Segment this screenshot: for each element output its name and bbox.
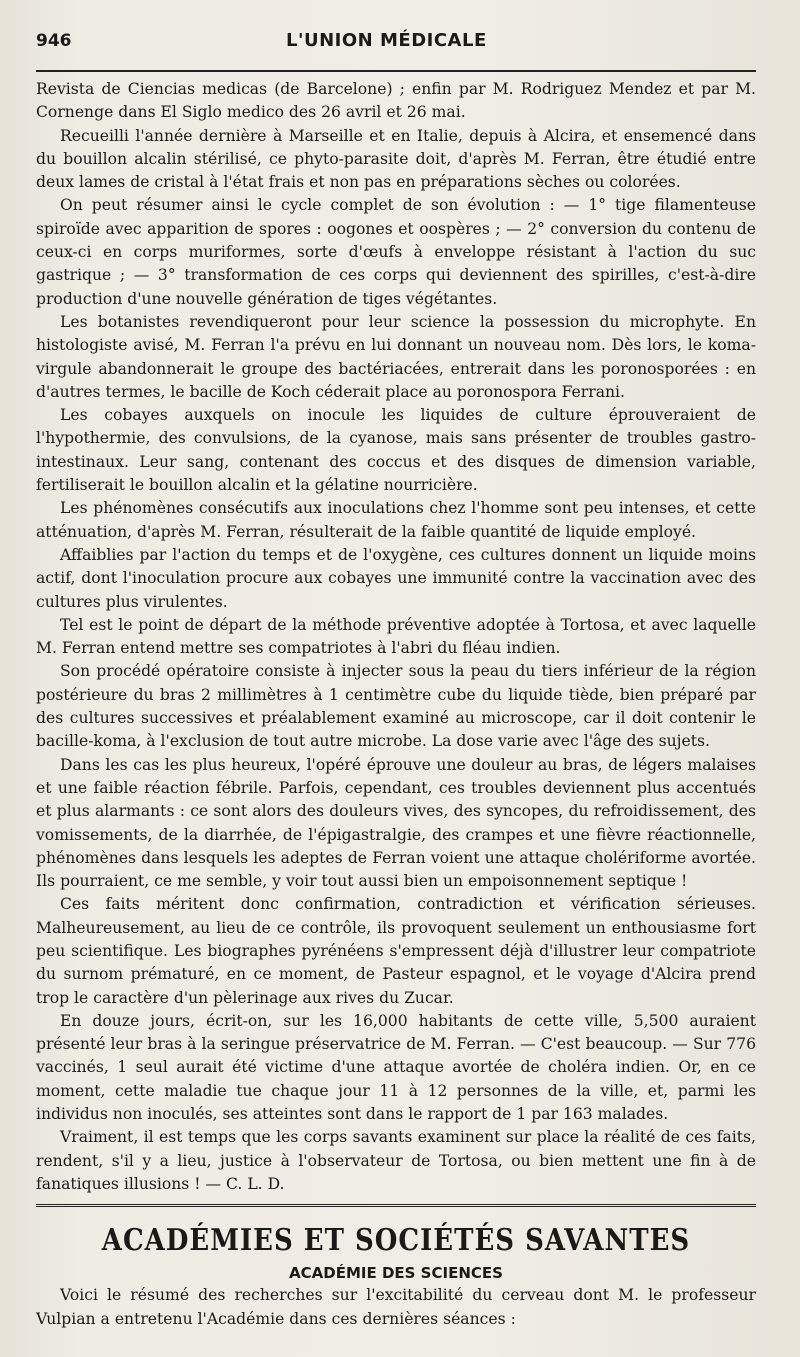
paragraph-10: Dans les cas les plus heureux, l'opéré éprouve une douleur au bras, de légers malaises et une faible réaction fébrile. Parfois, cependant, ces troubles deviennent plus accentués et plus alarmants : ce sont alors des douleurs vives, des syncopes, du refroidissement, des vomissements, de la diarrhée, de l'épigastralgie, des crampes et une fièvre réactionnelle, phénomènes dans lesquels les adeptes de Ferran voient une attaque cholériforme avortée. Ils pourraient, ce me semble, y voir tout aussi bien un empoisonnement septique ! [36,755,756,891]
paragraph-7: Affaiblies par l'action du temps et de l'oxygène, ces cultures donnent un liquide moins actif, dont l'inoculation procure aux cobayes une immunité contre la vaccination avec des cultures plus virulentes. [36,545,756,611]
section-intro: Voici le résumé des recherches sur l'excitabilité du cerveau dont M. le professeur Vulpian a entretenu l'Académie dans ces dernières séances : [36,1286,756,1328]
paragraph-9: Son procédé opératoire consiste à injecter sous la peau du tiers inférieur de la région postérieure du bras 2 millimètres à 1 centimètre cube du liquide tiède, bien préparé par des cultures successives et préalablement examiné au microscope, car il doit contenir le bacille-koma, à l'exclusion de tout autre microbe. La dose varie avec l'âge des sujets. [36,662,756,751]
section-divider [36,1204,756,1210]
paragraph-13: Vraiment, il est temps que les corps savants examinent sur place la réalité de ces faits, rendent, s'il y a lieu, justice à l'observateur de Tortosa, ou bien mettent une fin à de fanatiques illusions ! — C. L. D. [36,1128,756,1193]
paragraph-8: Tel est le point de départ de la méthode préventive adoptée à Tortosa, et avec laquelle M. Ferran entend mettre ses compatriotes à l'abri du fléau indien. [36,615,756,658]
page-number: 946 [36,31,72,51]
page-header [36,30,756,62]
section-title: ACADÉMIES ET SOCIÉTÉS SAVANTES [101,1224,691,1259]
header-rule [36,70,756,72]
paragraph-3: On peut résumer ainsi le cycle complet de son évolution : — 1° tige filamenteuse spiroïde avec apparition de spores : oogones et oospères ; — 2° conversion du contenu de ceux-ci en corps muriformes, sorte d'œufs à enveloppe résistant à l'action du suc gastrique ; — 3° transformation de ces corps qui deviennent des spirilles, c'est-à-dire production d'une nouvelle génération de tiges végétantes. [36,196,756,308]
paragraph-1: Revista de Ciencias medicas (de Barcelone) ; enfin par M. Rodriguez Mendez et par M. Cornenge dans El Siglo medico des 26 avril et 26 mai. [36,80,756,122]
paragraph-4: Les botanistes revendiqueront pour leur science la possession du microphyte. En histologiste avisé, M. Ferran l'a prévu en lui donnant un nouveau nom. Dès lors, le koma-virgule abandonnerait le groupe des bactériacées, entrerait dans les poronosporées : en d'autres termes, le bacille de Koch céderait place au poronospora Ferrani. [36,312,756,401]
paragraph-2: Recueilli l'année dernière à Marseille et en Italie, depuis à Alcira, et ensemencé dans du bouillon alcalin stérilisé, ce phyto-parasite doit, d'après M. Ferran, être étudié entre deux lames de cristal à l'état frais et non pas en préparations sèches ou colorées. [36,126,756,192]
paragraph-5: Les cobayes auxquels on inocule les liquides de culture éprouveraient de l'hypothermie, des convulsions, de la cyanose, mais sans présenter de troubles gastro-intestinaux. Leur sang, contenant des coccus et des disques de dimension variable, fertiliserait le bouillon alcalin et la gélatine nourricière. [36,406,756,495]
running-title: L'UNION MÉDICALE [286,30,487,51]
paragraph-11: Ces faits méritent donc confirmation, contradiction et vérification sérieuses. Malheureusement, au lieu de ce contrôle, ils provoquent seulement un enthousiasme fort peu scientifique. Les biographes pyrénéens s'empressent déjà d'illustrer leur compatriote du surnom prématuré, en ce moment, de Pasteur espagnol, et le voyage d'Alcira prend trop le caractère d'un pèlerinage aux rives du Zucar. [36,895,756,1007]
paragraph-6: Les phénomènes consécutifs aux inoculations chez l'homme sont peu intenses, et cette atténuation, d'après M. Ferran, résulterait de la faible quantité de liquide employé. [36,499,756,541]
section-subtitle: ACADÉMIE DES SCIENCES [289,1264,503,1283]
paragraph-12: En douze jours, écrit-on, sur les 16,000 habitants de cette ville, 5,500 auraient présenté leur bras à la seringue préservatrice de M. Ferran. — C'est beaucoup. — Sur 776 vaccinés, 1 seul aurait été victime d'une attaque avortée de choléra indien. Or, en ce moment, cette maladie tue chaque jour 11 à 12 personnes de la ville, et, parmi les individus non inoculés, ses atteintes sont dans le rapport de 1 par 163 malades. [36,1011,756,1124]
